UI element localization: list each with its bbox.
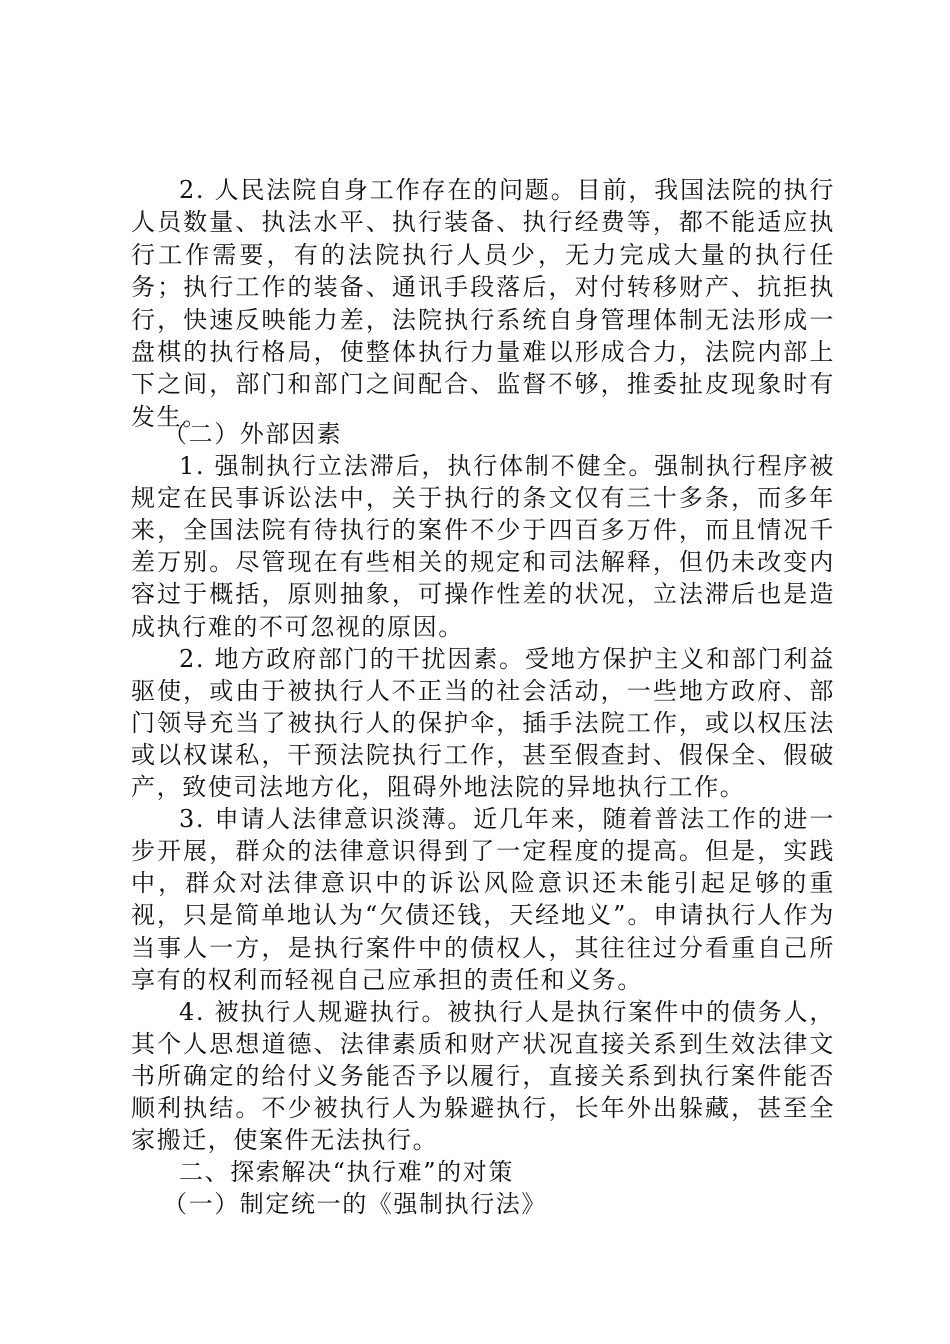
- section-heading-enforcement-law: （一）制定统一的《强制执行法》: [163, 1190, 547, 1219]
- paragraph-applicant-legal-awareness: 3. 申请人法律意识淡薄。近几年来，随着普法工作的进一步开展，群众的法律意识得到了一定程度的提高。但是，实践中，群众对法律意识中的诉讼风险意识还未能引起足够的重视，只是简单地认为“欠债还钱，天经地义”。申请执行人作为当事人一方，是执行案件中的债权人，其往往过分看重自己所享有的权利而轻视自己应承担的责任和义务。: [131, 805, 835, 994]
- paragraph-internal-court-issues: 2. 人民法院自身工作存在的问题。目前，我国法院的执行人员数量、执法水平、执行装备、执行经费等，都不能适应执行工作需要，有的法院执行人员少，无力完成大量的执行任务；执行工作的装备、通讯手段落后，对付转移财产、抗拒执行，快速反映能力差，法院执行系统自身管理体制无法形成一盘棋的执行格局，使整体执行力量难以形成合力，法院内部上下之间，部门和部门之间配合、监督不够，推委扯皮现象时有发生。: [131, 176, 835, 431]
- paragraph-legislation-lag: 1. 强制执行立法滞后，执行体制不健全。强制执行程序被规定在民事诉讼法中，关于执行的条文仅有三十多条，而多年来，全国法院有待执行的案件不少于四百多万件，而且情况千差万别。尽管现在有些相关的规定和司法解释，但仍未改变内容过于概括，原则抽象，可操作性差的状况，立法滞后也是造成执行难的不可忽视的原因。: [131, 452, 835, 641]
- paragraph-local-government-interference: 2. 地方政府部门的干扰因素。受地方保护主义和部门利益驱使，或由于被执行人不正当的社会活动，一些地方政府、部门领导充当了被执行人的保护伞，插手法院工作，或以权压法或以权谋私，干预法院执行工作，甚至假查封、假保全、假破产，致使司法地方化，阻碍外地法院的异地执行工作。: [131, 644, 835, 802]
- section-heading-external-factors: （二）外部因素: [163, 420, 343, 448]
- paragraph-debtor-evasion: 4. 被执行人规避执行。被执行人是执行案件中的债务人，其个人思想道德、法律素质和财产状况直接关系到生效法律文书所确定的给付义务能否予以履行，直接关系到执行案件能否顺利执结。不少被执行人为躲避执行，长年外出躲藏，甚至全家搬迁，使案件无法执行。: [131, 997, 835, 1155]
- text-section-2: [131, 418, 835, 1220]
- section-heading-countermeasures: 二、探索解决“执行难”的对策: [179, 1158, 514, 1187]
- text-section-1: [131, 174, 835, 433]
